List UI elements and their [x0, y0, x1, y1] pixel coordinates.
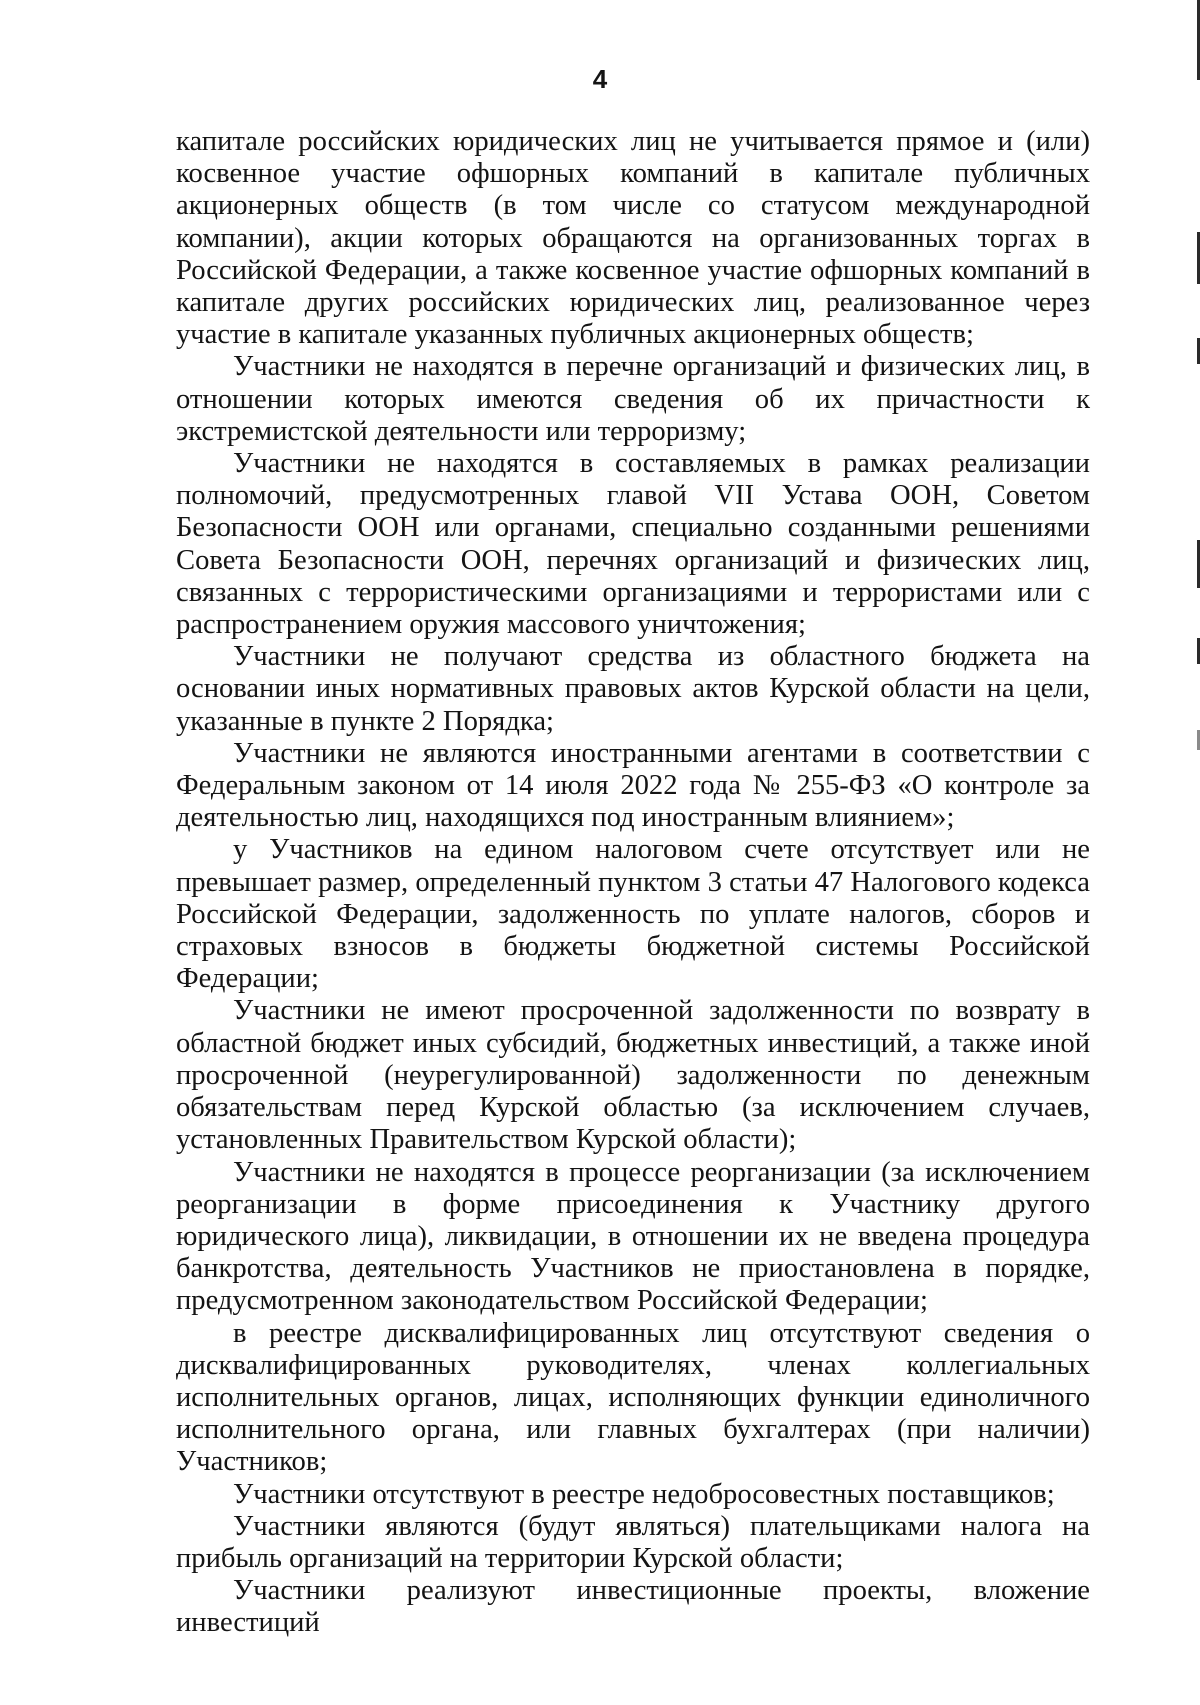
paragraph-tax-account: у Участников на едином налоговом счете отсутствует или не превышает размер, определенный пунктом 3 статьи 47 Налогового кодекса Российской Федерации, задолженность по уплате налогов, сборов и страховых взносов в бюджеты бюджетной системы Российской Федерации;	[176, 834, 1090, 995]
paragraph-reorganization: Участники не находятся в процессе реорганизации (за исключением реорганизации в форме присоединения к Участнику другого юридического лица), ликвидации, в отношении их не введена процедура банкротства, деятельность Участников не приостановлена в порядке, предусмотренном законодательством Российской Федерации;	[176, 1156, 1090, 1317]
paragraph-overdue-debt: Участники не имеют просроченной задолженности по возврату в областной бюджет иных субсидий, бюджетных инвестиций, а также иной просроченной (неурегулированной) задолженности по денежным обязательствам перед Курской областью (за исключением случаев, установленных Правительством Курской области);	[176, 995, 1090, 1156]
paragraph-continuation: капитале российских юридических лиц не учитывается прямое и (или) косвенное участие офшорных компаний в капитале публичных акционерных обществ (в том числе со статусом международной компании), акции которых обращаются на организованных торгах в Российской Федерации, а также косвенное участие офшорных компаний в капитале других российских юридических лиц, реализованное через участие в капитале указанных публичных акционерных обществ;	[176, 126, 1090, 351]
paragraph-budget-funds: Участники не получают средства из областного бюджета на основании иных нормативных правовых актов Курской области на цели, указанные в пункте 2 Порядка;	[176, 641, 1090, 737]
paragraph-investment-projects: Участники реализуют инвестиционные проекты, вложение инвестиций	[176, 1575, 1090, 1639]
page-number: 4	[592, 64, 608, 94]
paragraph-disqualified-persons: в реестре дисквалифицированных лиц отсутствуют сведения о дисквалифицированных руководителях, членах коллегиальных исполнительных органов, лицах, исполняющих функции единоличного исполнительного органа, или главных бухгалтерах (при наличии) Участников;	[176, 1317, 1090, 1478]
paragraph-unfair-suppliers: Участники отсутствуют в реестре недобросовестных поставщиков;	[233, 1478, 1055, 1510]
paragraph-extremism-list: Участники не находятся в перечне организаций и физических лиц, в отношении которых имеются сведения об их причастности к экстремистской деятельности или терроризму;	[176, 351, 1090, 447]
document-body	[176, 126, 1090, 1640]
paragraph-profit-tax: Участники являются (будут являться) плательщиками налога на прибыль организаций на территории Курской области;	[176, 1510, 1090, 1574]
paragraph-un-lists: Участники не находятся в составляемых в рамках реализации полномочий, предусмотренных главой VII Устава ООН, Советом Безопасности ООН или органами, специально созданными решениями Совета Безопасности ООН, перечнях организаций и физических лиц, связанных с террористическими организациями и террористами или с распространением оружия массового уничтожения;	[176, 448, 1090, 641]
paragraph-foreign-agents: Участники не являются иностранными агентами в соответствии с Федеральным законом от 14 июля 2022 года № 255-ФЗ «О контроле за деятельностью лиц, находящихся под иностранным влиянием»;	[176, 737, 1090, 834]
